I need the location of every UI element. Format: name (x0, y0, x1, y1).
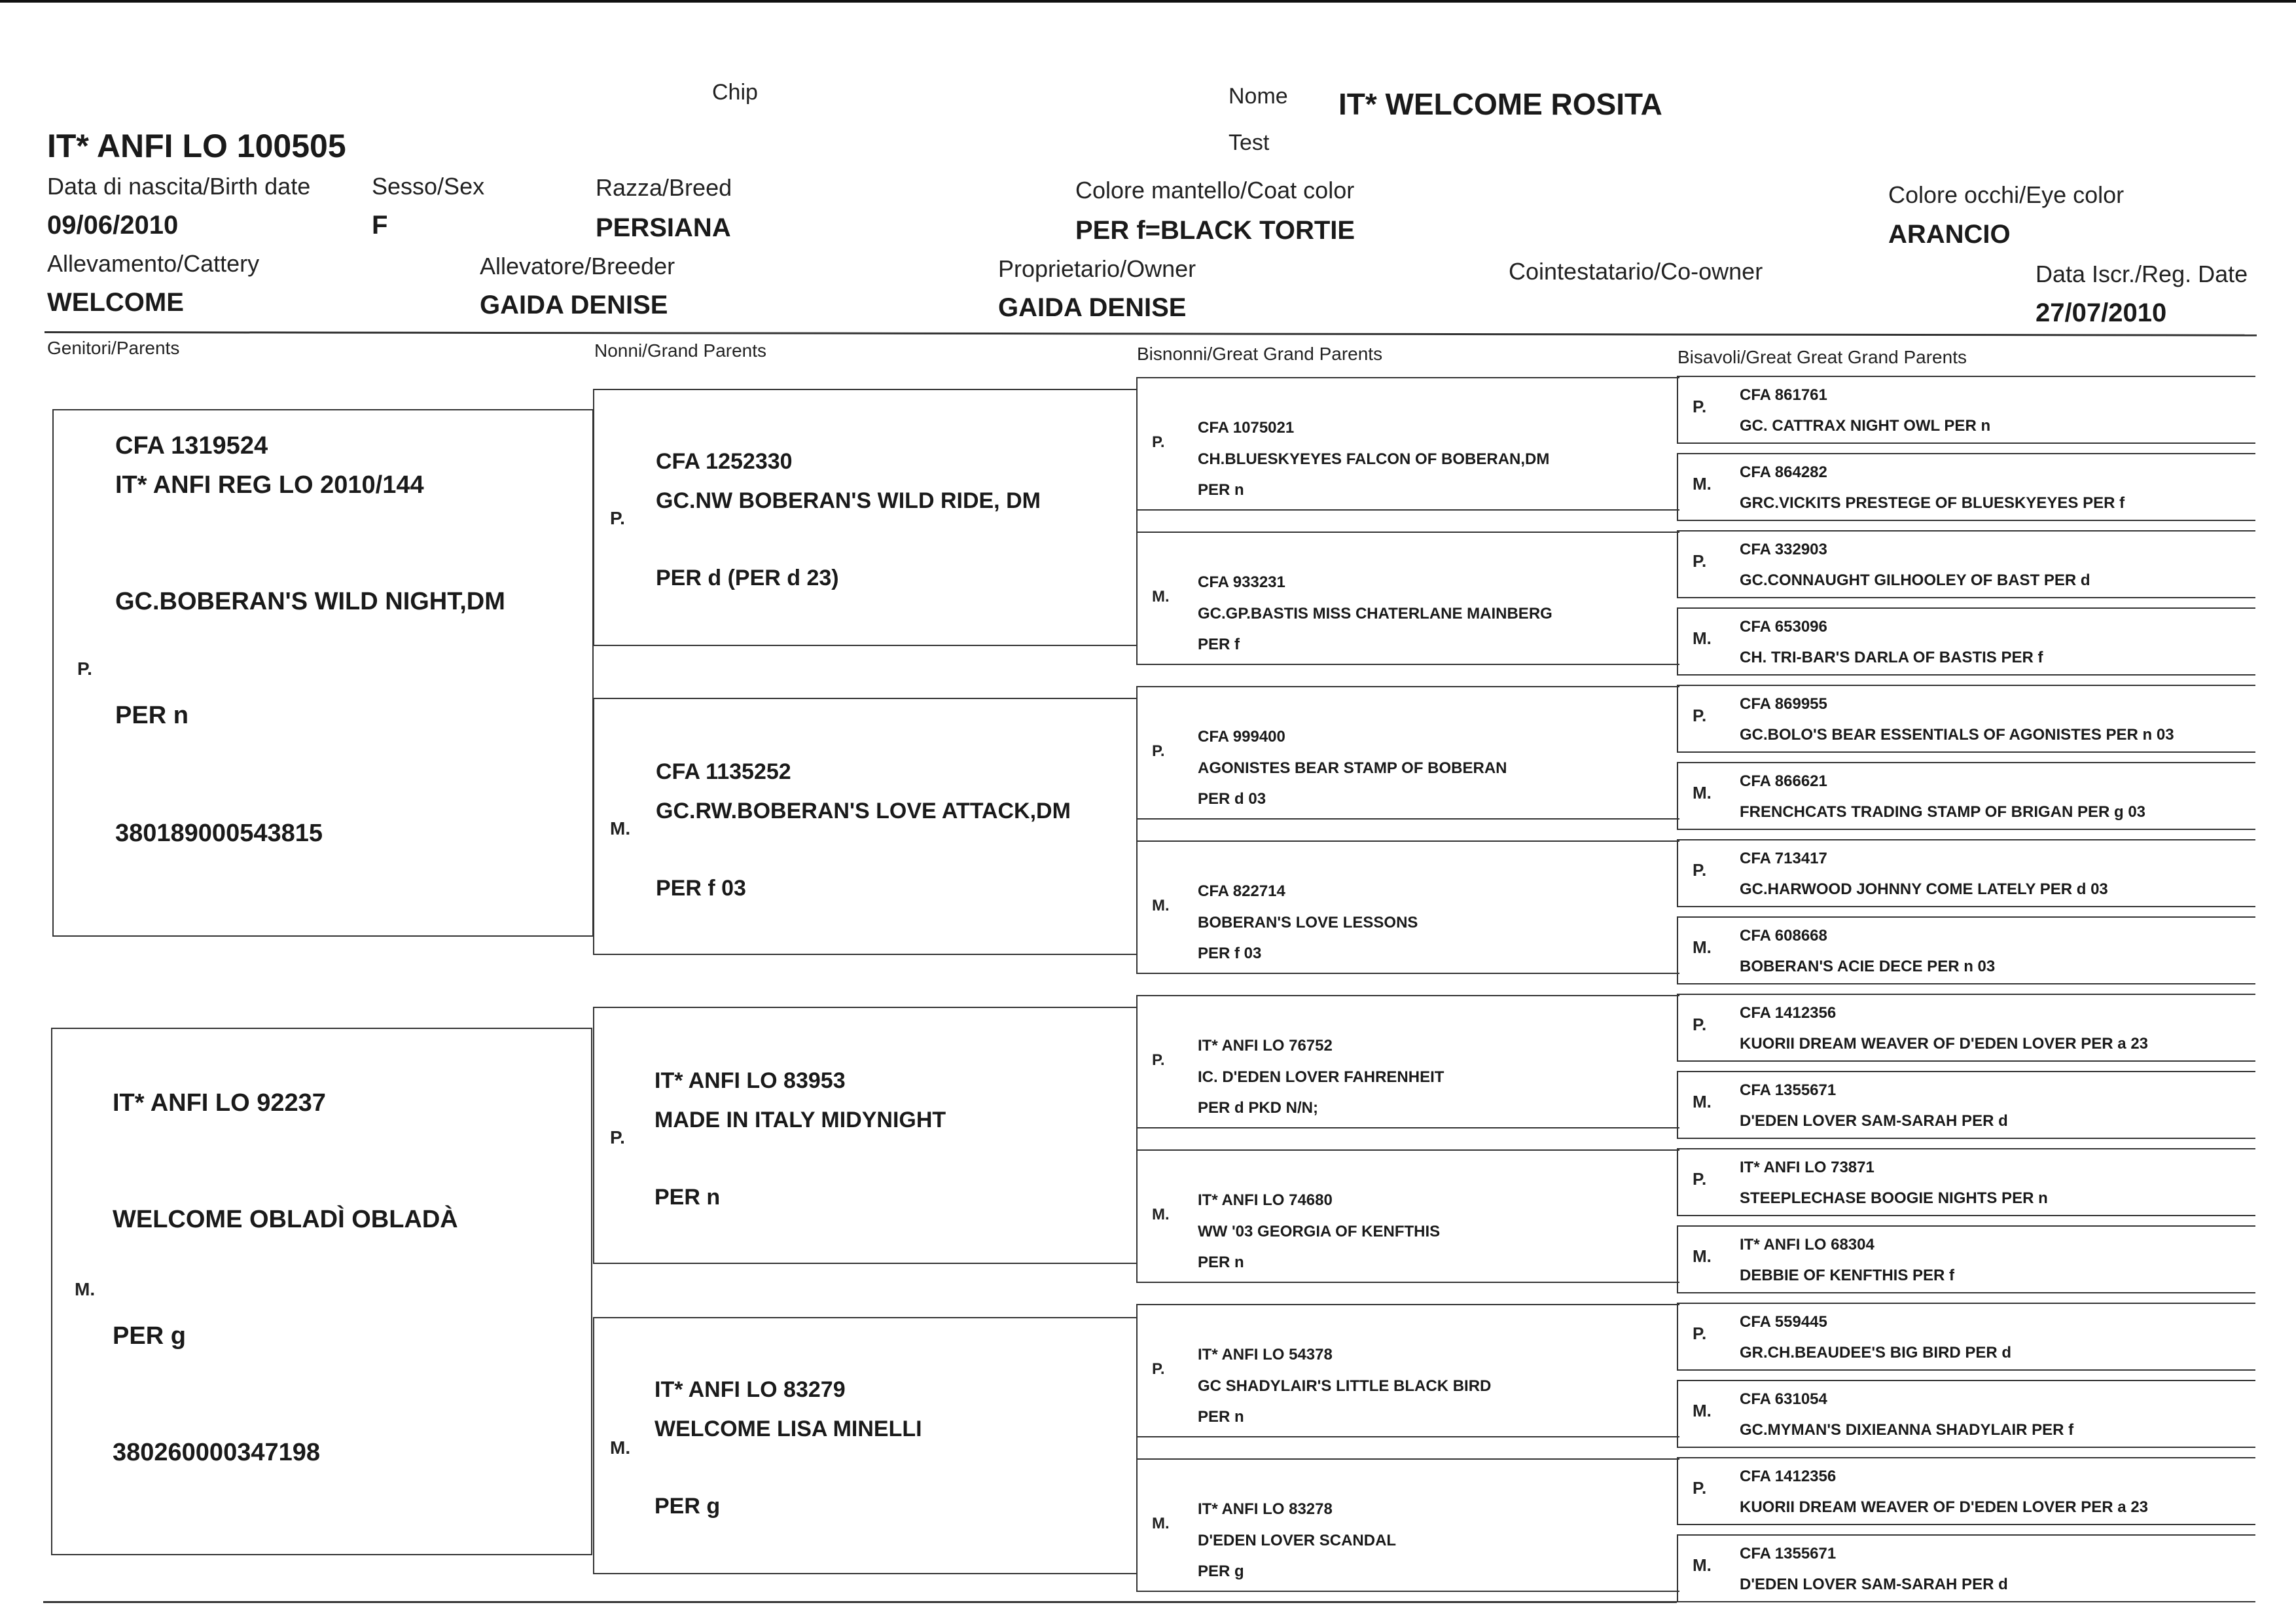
test-label: Test (1229, 130, 1270, 155)
grandparent-4-breed: PER g (655, 1494, 721, 1519)
birth-date-label: Data di nascita/Birth date (47, 173, 311, 200)
great-grandparent-6-marker: M. (1152, 1206, 1170, 1223)
gg-13-reg: CFA 559445 (1740, 1313, 1827, 1331)
great-grandparent-3-name: AGONISTES BEAR STAMP OF BOBERAN (1198, 759, 1507, 777)
great-grandparent-8-breed: PER g (1198, 1562, 1244, 1580)
grandparent-1-breed: PER d (PER d 23) (656, 566, 839, 590)
great-grandparent-6-name: WW '03 GEORGIA OF KENFTHIS (1198, 1223, 1441, 1240)
sire-marker: P. (77, 659, 92, 679)
parents-section-label: Genitori/Parents (47, 338, 180, 358)
great-grandparent-1-marker: P. (1152, 433, 1165, 451)
gg-15-reg: CFA 1412356 (1740, 1468, 1837, 1485)
gg-13-name: GR.CH.BEAUDEE'S BIG BIRD PER d (1740, 1344, 2012, 1362)
gg-7-name: GC.HARWOOD JOHNNY COME LATELY PER d 03 (1740, 880, 2108, 898)
great-grandparent-5-marker: P. (1152, 1051, 1165, 1069)
breeder-value: GAIDA DENISE (480, 291, 668, 319)
grandparent-2-breed: PER f 03 (656, 876, 746, 901)
grandparent-2-name: GC.RW.BOBERAN'S LOVE ATTACK,DM (656, 799, 1071, 823)
sire-reg: CFA 1319524 (115, 432, 268, 460)
great-grandparent-6-reg: IT* ANFI LO 74680 (1198, 1191, 1333, 1209)
grandparent-2-marker: M. (610, 818, 631, 839)
gg-11-reg: IT* ANFI LO 73871 (1740, 1159, 1874, 1176)
owner-label: Proprietario/Owner (998, 255, 1196, 282)
great-grandparent-1-name: CH.BLUESKYEYES FALCON OF BOBERAN,DM (1198, 450, 1550, 468)
gg-1-name: GC. CATTRAX NIGHT OWL PER n (1740, 417, 1991, 435)
gg-3-reg: CFA 332903 (1740, 541, 1827, 558)
grandparent-box-3 (593, 1007, 1138, 1264)
gg-11-name: STEEPLECHASE BOOGIE NIGHTS PER n (1740, 1189, 2048, 1207)
gg-14-marker: M. (1693, 1401, 1712, 1420)
great-grandparent-4-marker: M. (1152, 897, 1170, 914)
great-grandparent-5-name: IC. D'EDEN LOVER FAHRENHEIT (1198, 1068, 1444, 1086)
gg-5-marker: P. (1693, 706, 1707, 725)
gg-15-name: KUORII DREAM WEAVER OF D'EDEN LOVER PER a 23 (1740, 1498, 2149, 1516)
gg-11-marker: P. (1693, 1169, 1707, 1189)
grandparent-1-reg: CFA 1252330 (656, 449, 793, 474)
great-grandparent-8-marker: M. (1152, 1515, 1170, 1532)
gg-4-marker: M. (1693, 628, 1712, 648)
grandparent-3-breed: PER n (655, 1185, 721, 1210)
coat-color-label: Colore mantello/Coat color (1075, 177, 1355, 204)
gg-2-name: GRC.VICKITS PRESTEGE OF BLUESKYEYES PER f (1740, 494, 2125, 512)
great-grandparents-section-label: Bisnonni/Great Grand Parents (1137, 344, 1383, 364)
grandparent-4-reg: IT* ANFI LO 83279 (655, 1377, 846, 1402)
dam-chip: 380260000347198 (113, 1439, 321, 1466)
gg-10-reg: CFA 1355671 (1740, 1081, 1837, 1099)
cat-name: IT* WELCOME ROSITA (1338, 87, 1662, 121)
gg-16-marker: M. (1693, 1555, 1712, 1575)
birth-date-value: 09/06/2010 (47, 211, 179, 240)
great-great-grandparents-section-label: Bisavoli/Great Great Grand Parents (1677, 347, 1967, 367)
gg-4-name: CH. TRI-BAR'S DARLA OF BASTIS PER f (1740, 649, 2043, 666)
great-grandparent-3-breed: PER d 03 (1198, 790, 1266, 808)
breed-value: PERSIANA (596, 213, 731, 242)
great-grandparent-2-name: GC.GP.BASTIS MISS CHATERLANE MAINBERG (1198, 605, 1552, 623)
reg-date-value: 27/07/2010 (2036, 298, 2167, 327)
great-grandparent-7-reg: IT* ANFI LO 54378 (1198, 1346, 1333, 1363)
cattery-value: WELCOME (47, 288, 184, 317)
gg-3-name: GC.CONNAUGHT GILHOOLEY OF BAST PER d (1740, 571, 2090, 589)
sire-breed: PER n (115, 702, 188, 729)
gg-7-marker: P. (1693, 860, 1707, 880)
gg-16-name: D'EDEN LOVER SAM-SARAH PER d (1740, 1576, 2008, 1593)
grandparent-box-1 (593, 389, 1138, 646)
grandparent-3-marker: P. (610, 1127, 625, 1147)
header-divider (45, 331, 2257, 336)
great-grandparent-8-name: D'EDEN LOVER SCANDAL (1198, 1532, 1397, 1549)
grandparent-box-4 (593, 1317, 1138, 1574)
gg-1-reg: CFA 861761 (1740, 386, 1827, 404)
dam-name: WELCOME OBLADÌ OBLADÀ (113, 1206, 458, 1233)
great-grandparent-4-name: BOBERAN'S LOVE LESSONS (1198, 914, 1418, 931)
name-label: Nome (1229, 84, 1288, 109)
great-grandparent-4-reg: CFA 822714 (1198, 882, 1285, 900)
gg-12-marker: M. (1693, 1246, 1712, 1266)
top-rule (0, 0, 2296, 3)
gg-6-name: FRENCHCATS TRADING STAMP OF BRIGAN PER g 03 (1740, 803, 2146, 821)
breeder-label: Allevatore/Breeder (480, 253, 675, 280)
grandparents-section-label: Nonni/Grand Parents (594, 340, 767, 361)
breed-label: Razza/Breed (596, 174, 732, 201)
grandparent-box-2 (593, 698, 1138, 955)
great-grandparent-2-marker: M. (1152, 588, 1170, 605)
co-owner-label: Cointestatario/Co-owner (1509, 258, 1763, 285)
gg-12-reg: IT* ANFI LO 68304 (1740, 1236, 1874, 1254)
grandparent-4-marker: M. (610, 1437, 631, 1458)
gg-6-reg: CFA 866621 (1740, 772, 1827, 790)
eye-color-value: ARANCIO (1888, 220, 2011, 249)
great-grandparent-3-reg: CFA 999400 (1198, 728, 1285, 746)
dam-marker: M. (75, 1279, 96, 1299)
reg-date-label: Data Iscr./Reg. Date (2036, 261, 2248, 287)
dam-breed: PER g (113, 1322, 186, 1350)
gg-16-reg: CFA 1355671 (1740, 1545, 1837, 1562)
gg-13-marker: P. (1693, 1324, 1707, 1343)
cattery-label: Allevamento/Cattery (47, 250, 260, 277)
eye-color-label: Colore occhi/Eye color (1888, 181, 2125, 208)
sire-reg-2: IT* ANFI REG LO 2010/144 (115, 471, 424, 499)
great-grandparent-2-breed: PER f (1198, 636, 1240, 653)
gg-3-marker: P. (1693, 551, 1707, 571)
great-grandparent-3-marker: P. (1152, 742, 1165, 760)
grandparent-1-marker: P. (610, 508, 625, 528)
gg-9-name: KUORII DREAM WEAVER OF D'EDEN LOVER PER a 23 (1740, 1035, 2149, 1053)
registration-number: IT* ANFI LO 100505 (47, 128, 346, 164)
great-grandparent-7-marker: P. (1152, 1360, 1165, 1378)
grandparent-4-name: WELCOME LISA MINELLI (655, 1416, 922, 1441)
great-grandparent-5-reg: IT* ANFI LO 76752 (1198, 1037, 1333, 1055)
bottom-rule (43, 1601, 1677, 1603)
great-grandparent-7-name: GC SHADYLAIR'S LITTLE BLACK BIRD (1198, 1377, 1492, 1395)
grandparent-1-name: GC.NW BOBERAN'S WILD RIDE, DM (656, 488, 1041, 513)
gg-14-reg: CFA 631054 (1740, 1390, 1827, 1408)
gg-8-marker: M. (1693, 937, 1712, 957)
gg-14-name: GC.MYMAN'S DIXIEANNA SHADYLAIR PER f (1740, 1421, 2074, 1439)
gg-12-name: DEBBIE OF KENFTHIS PER f (1740, 1267, 1955, 1284)
sex-label: Sesso/Sex (372, 173, 485, 200)
gg-2-reg: CFA 864282 (1740, 463, 1827, 481)
great-grandparent-8-reg: IT* ANFI LO 83278 (1198, 1500, 1333, 1518)
gg-8-name: BOBERAN'S ACIE DECE PER n 03 (1740, 958, 1996, 975)
great-grandparent-7-breed: PER n (1198, 1408, 1244, 1426)
gg-2-marker: M. (1693, 474, 1712, 494)
gg-4-reg: CFA 653096 (1740, 618, 1827, 636)
grandparent-3-name: MADE IN ITALY MIDYNIGHT (655, 1108, 946, 1132)
gg-1-marker: P. (1693, 397, 1707, 416)
grandparent-3-reg: IT* ANFI LO 83953 (655, 1068, 846, 1093)
sire-name: GC.BOBERAN'S WILD NIGHT,DM (115, 588, 505, 615)
great-grandparent-5-breed: PER d PKD N/N; (1198, 1099, 1319, 1117)
great-grandparent-4-breed: PER f 03 (1198, 945, 1262, 962)
gg-10-marker: M. (1693, 1092, 1712, 1111)
gg-9-reg: CFA 1412356 (1740, 1004, 1837, 1022)
owner-value: GAIDA DENISE (998, 293, 1187, 322)
gg-5-name: GC.BOLO'S BEAR ESSENTIALS OF AGONISTES PER n 03 (1740, 726, 2174, 744)
gg-6-marker: M. (1693, 783, 1712, 803)
dam-reg: IT* ANFI LO 92237 (113, 1089, 326, 1117)
great-grandparent-6-breed: PER n (1198, 1254, 1244, 1271)
coat-color-value: PER f=BLACK TORTIE (1075, 216, 1355, 245)
great-grandparent-1-reg: CFA 1075021 (1198, 419, 1295, 437)
gg-10-name: D'EDEN LOVER SAM-SARAH PER d (1740, 1112, 2008, 1130)
sex-value: F (372, 211, 388, 240)
grandparent-2-reg: CFA 1135252 (656, 759, 791, 784)
gg-15-marker: P. (1693, 1478, 1707, 1498)
gg-9-marker: P. (1693, 1015, 1707, 1034)
gg-7-reg: CFA 713417 (1740, 850, 1827, 867)
sire-chip: 380189000543815 (115, 820, 323, 847)
gg-8-reg: CFA 608668 (1740, 927, 1827, 945)
gg-5-reg: CFA 869955 (1740, 695, 1827, 713)
great-grandparent-2-reg: CFA 933231 (1198, 573, 1285, 591)
chip-label: Chip (712, 80, 758, 105)
great-grandparent-1-breed: PER n (1198, 481, 1244, 499)
